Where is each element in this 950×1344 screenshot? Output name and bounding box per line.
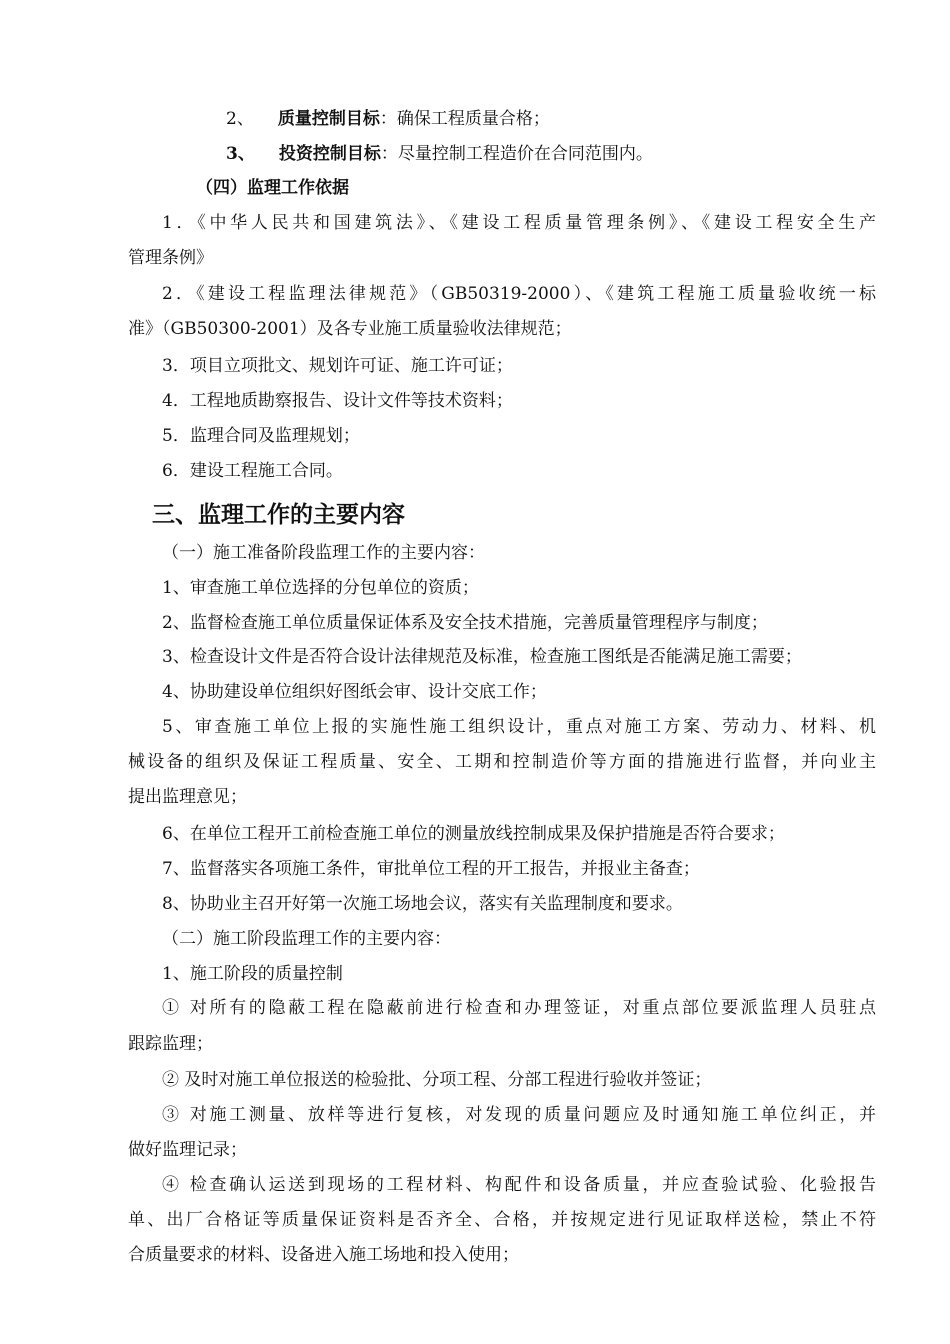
construction-item-3-line-2: 做好监理记录；	[128, 1140, 247, 1160]
target-investment-text: ：尽量控制工程造价在合同范围内。	[380, 144, 653, 164]
basis-item-3: 3．项目立项批文、规划许可证、施工许可证；	[162, 356, 513, 376]
construction-item-4-line-3: 合质量要求的材料、设备进入施工场地和投入使用；	[128, 1245, 519, 1265]
prep-item-4: 4、协助建设单位组织好图纸会审、设计交底工作；	[162, 682, 547, 702]
prep-item-5-line-2: 械设备的组织及保证工程质量、安全、工期和控制造价等方面的措施进行监督，并向业主	[128, 752, 876, 772]
basis-heading: （四）监理工作依据	[196, 178, 349, 198]
construction-subheading: 1、施工阶段的质量控制	[162, 964, 343, 984]
construction-item-4-line-1: ④ 检查确认运送到现场的工程材料、构配件和设备质量，并应查验试验、化验报告	[162, 1175, 876, 1195]
target-investment-number: 3、	[226, 144, 255, 164]
construction-item-4-line-2: 单、出厂合格证等质量保证资料是否齐全、合格，并按规定进行见证取样送检，禁止不符	[128, 1210, 876, 1230]
construction-item-1-line-1: ① 对所有的隐蔽工程在隐蔽前进行检查和办理签证，对重点部位要派监理人员驻点	[162, 998, 876, 1018]
basis-item-6: 6．建设工程施工合同。	[162, 461, 343, 481]
basis-item-2-line-1: 2．《建设工程监理法律规范》（GB50319-2000）、《建筑工程施工质量验收统一标	[162, 284, 876, 304]
target-quality-text: ：确保工程质量合格；	[379, 109, 550, 129]
prep-item-6: 6、在单位工程开工前检查施工单位的测量放线控制成果及保护措施是否符合要求；	[162, 824, 785, 844]
construction-heading: （二）施工阶段监理工作的主要内容：	[162, 929, 451, 949]
prep-heading: （一）施工准备阶段监理工作的主要内容：	[162, 543, 485, 563]
prep-item-3: 3、检查设计文件是否符合设计法律规范及标准，检查施工图纸是否能满足施工需要；	[162, 647, 802, 667]
target-quality	[226, 107, 550, 131]
construction-item-2: ② 及时对施工单位报送的检验批、分项工程、分部工程进行验收并签证；	[162, 1070, 712, 1090]
prep-item-8: 8、协助业主召开好第一次施工场地会议，落实有关监理制度和要求。	[162, 894, 683, 914]
basis-item-1-line-1: 1．《中华人民共和国建筑法》、《建设工程质量管理条例》、《建设工程安全生产	[162, 213, 876, 233]
construction-item-3-line-1: ③ 对施工测量、放样等进行复核，对发现的质量问题应及时通知施工单位纠正，并	[162, 1105, 876, 1125]
target-quality-label: 质量控制目标	[277, 109, 380, 129]
basis-item-2-line-2: 准》（GB50300-2001）及各专业施工质量验收法律规范；	[128, 319, 572, 339]
basis-item-5: 5．监理合同及监理规划；	[162, 426, 360, 446]
target-quality-number: 2、	[226, 109, 254, 129]
prep-item-5-line-1: 5、审查施工单位上报的实施性施工组织设计，重点对施工方案、劳动力、材料、机	[162, 717, 876, 737]
construction-item-1-line-2: 跟踪监理；	[128, 1034, 213, 1054]
target-investment-label: 投资控制目标	[278, 144, 381, 164]
basis-item-4: 4．工程地质勘察报告、设计文件等技术资料；	[162, 391, 513, 411]
prep-item-1: 1、审查施工单位选择的分包单位的资质；	[162, 578, 479, 598]
target-investment	[226, 142, 653, 166]
prep-item-5-line-3: 提出监理意见；	[128, 787, 247, 807]
prep-item-7: 7、监督落实各项施工条件，审批单位工程的开工报告，并报业主备查；	[162, 859, 700, 879]
prep-item-2: 2、监督检查施工单位质量保证体系及安全技术措施，完善质量管理程序与制度；	[162, 613, 768, 633]
section-3-title: 三、监理工作的主要内容	[152, 501, 405, 528]
basis-item-1-line-2: 管理条例》	[128, 248, 213, 268]
